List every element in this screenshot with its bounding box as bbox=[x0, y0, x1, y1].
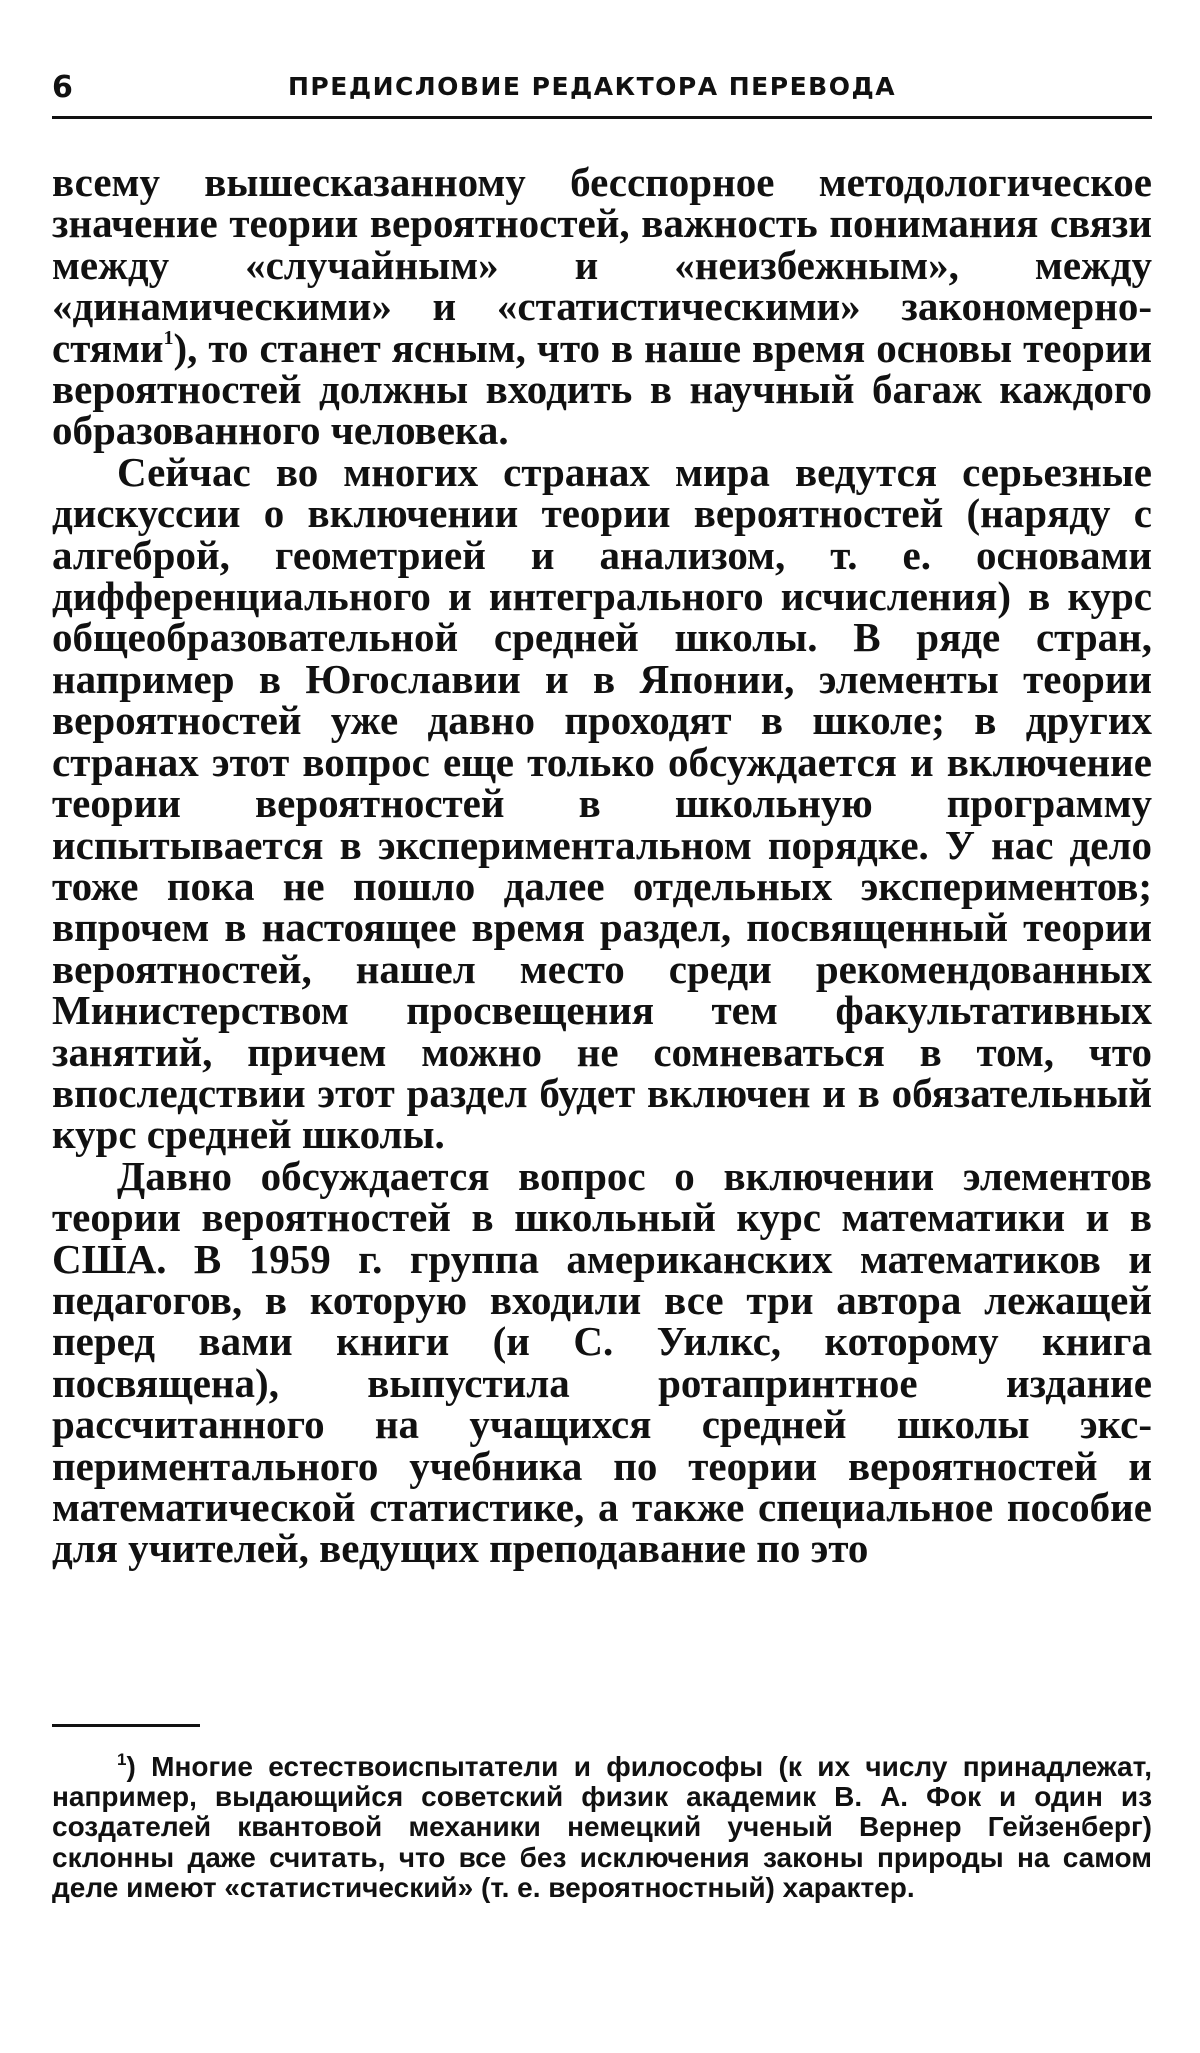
book-page bbox=[52, 62, 1152, 1903]
running-head bbox=[52, 62, 1152, 112]
paragraph-1-text-continued: ), то станет ясным, что в наше время основы теории вероятностей должны входить в научный багаж каждого образованного человека. bbox=[52, 324, 1152, 454]
paragraph-2: Сейчас во многих странах мира ведутся серьезные дискуссии о включении теории вероятностей (наряду с алгеброй, геометрией и анализом, т. е. основами дифференциального и интегрального исчисления) в курс общеобразовательной средней школы. В ряде стран, например в Югославии и в Японии, элементы теории вероятностей уже давно проходят в школе; в других странах этот вопрос еще только обсуждается и включение теории вероятностей в школьную программу испытывается в экспериментальном порядке. У нас дело тоже пока не пошло далее отдельных экспериментов; впрочем в настоящее время раздел, посвященный теории вероятностей, нашел место среди рекомендованных Министерством просвещения тем факультативных занятий, причем можно не сомневаться в том, что впоследствии этот раздел будет включен и в обязательный курс средней школы. bbox=[52, 448, 1152, 1158]
footnote-text: ) Многие естествоиспытатели и философы (к их числу принадлежат, например, выдающийся советский физик академик В. А. Фок и один из создателей квантовой механики немецкий ученый Вернер Гейзенберг) склонны даже считать, что все без исключения законы природы на самом деле имеют «статистический» (т. е. вероятностный) характер. bbox=[52, 1751, 1152, 1903]
footnote bbox=[52, 1752, 1152, 1903]
footnote-marker: 1 bbox=[117, 1750, 127, 1769]
footnote-rule bbox=[52, 1724, 200, 1727]
running-title: ПРЕДИСЛОВИЕ РЕДАКТОРА ПЕРЕВОДА bbox=[288, 72, 897, 101]
header-rule bbox=[52, 116, 1152, 119]
footnote-reference: 1 bbox=[163, 326, 174, 349]
main-text bbox=[52, 159, 1152, 1572]
paragraph-3: Давно обсуждается вопрос о включении элементов теории вероятностей в школьный курс математики и в США. В 1959 г. группа американских математиков и педагогов, в которую входили все три автора лежащей перед вами книги (и С. Уилкс, которому книга посвящена), выпустила ротапринтное издание рассчитанного на учащихся средней школы экспериментального учебника по теории вероятностей и математической статистике, а также специальное пособие для учителей, ведущих преподавание по это bbox=[52, 1152, 1152, 1572]
paragraph-1 bbox=[52, 159, 1152, 454]
page-number: 6 bbox=[52, 70, 74, 105]
paragraph-1-text: всему вышесказанному бесспорное методологическое значение теории вероятностей, важность понимания связи между «случайным» и «неизбежным», между «динамическими» и «статистическими» закономерностями bbox=[52, 159, 1152, 371]
